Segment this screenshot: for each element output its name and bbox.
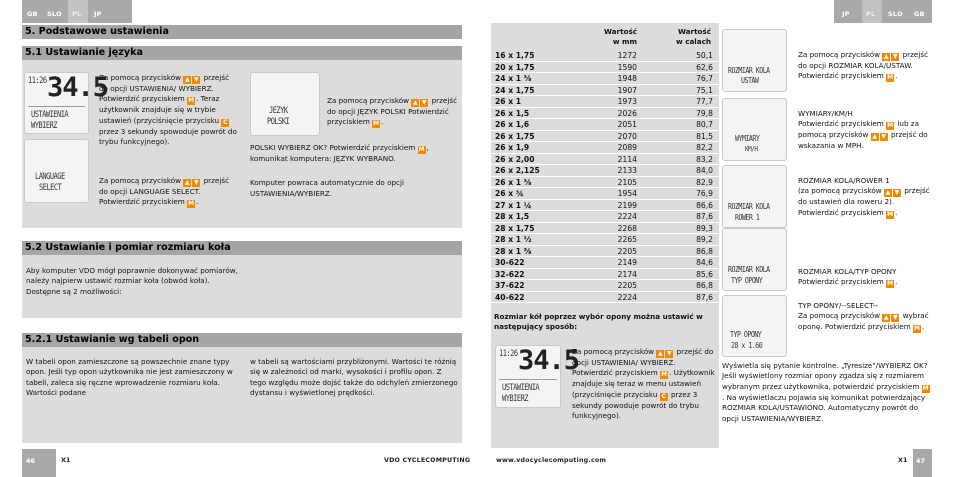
table-row	[491, 96, 719, 108]
inch-value-cell: 50,1	[696, 51, 713, 60]
lcd-speed: 34.5	[47, 72, 109, 103]
tire-size-cell: 26 x 1,9	[495, 143, 530, 152]
mm-value-cell: 2205	[617, 281, 637, 290]
section-5-2-1-title: 5.2.1 Ustawianie wg tabeli opon	[22, 333, 462, 347]
lcd-line2: POLSKI	[267, 117, 290, 127]
lcd-line1: ROZMIAR KOLA	[728, 202, 770, 212]
table-row	[491, 269, 719, 281]
right-step-4: ROZMIAR KOLA/TYP OPONY Potwierdzić przyciskiem M .	[798, 267, 898, 288]
m-button-icon: M	[418, 146, 425, 153]
mm-value-cell: 1948	[617, 74, 637, 83]
bottom-bar-left	[22, 449, 56, 477]
table-row	[491, 131, 719, 143]
mm-value-cell: 2224	[617, 292, 637, 302]
left-page-number: 46	[26, 457, 35, 465]
table-row	[491, 246, 719, 258]
footer-url[interactable]: www.vdocyclecomputing.com	[496, 457, 607, 464]
mm-value-cell: 2224	[617, 212, 637, 221]
mm-value-cell: 1272	[617, 51, 637, 60]
lcd-line2: WYBIERZ	[31, 121, 58, 131]
up-button-icon: ▲	[884, 53, 889, 60]
m-button-icon: M	[887, 210, 894, 218]
lcd-typ-opony-select	[722, 295, 787, 357]
down-button-icon: ▼	[894, 189, 900, 197]
lcd-line2: SELECT	[39, 183, 62, 193]
down-button-icon: ▼	[194, 76, 199, 83]
tire-size-cell: 26 x 1	[495, 97, 522, 106]
tire-step-1: Za pomocą przycisków ▲ ▼ przejść do opcji USTAWIENIA/ WYBIERZ. Potwierdzić przyciskiem M . Użytkownik znajduje się teraz w menu ustawień (przyciśnięcie przycisku C przez 3 sekundy powoduje powrót do trybu funkcyjnego).	[572, 347, 715, 421]
inch-value-cell: 87,6	[696, 292, 713, 302]
lcd-line1: USTAWIENIA	[31, 110, 69, 120]
inch-value-cell: 84,0	[696, 166, 713, 175]
table-row	[491, 188, 719, 200]
mm-value-cell: 1954	[617, 189, 637, 198]
lcd-line1: JEZYK	[269, 106, 288, 116]
inch-value-cell: 76,7	[696, 74, 713, 83]
mm-value-cell: 2089	[617, 143, 637, 152]
table-row	[491, 257, 719, 269]
up-button-icon: ▲	[185, 179, 190, 186]
lcd-line1: TYP OPONY	[730, 330, 762, 340]
lang-step-5: Komputer powraca automatycznie do opcji USTAWIENIA/WYBIERZ.	[250, 178, 404, 198]
tire-size-cell: 24 x 1 ⅜	[495, 74, 532, 83]
up-button-icon: ▲	[884, 314, 889, 322]
m-button-icon: M	[373, 120, 380, 128]
table-row	[491, 292, 719, 304]
mm-value-cell: 2265	[617, 235, 637, 244]
mm-value-cell: 2149	[617, 258, 637, 267]
m-button-icon: M	[661, 371, 668, 379]
tire-size-cell: 30-622	[495, 258, 525, 267]
lcd-clock: 11:26	[499, 349, 518, 359]
lang-jp-left[interactable]: JP	[94, 10, 102, 18]
lang-step-3: Za pomocą przycisków ▲ ▼ przejść do opcji JĘZYK POLSKI Potwierdzić przyciskiem M .	[327, 96, 458, 128]
section-5-title: 5. Podstawowe ustawienia	[22, 25, 462, 39]
inch-value-cell: 84,6	[696, 258, 713, 267]
lcd-line1: ROZMIAR KOLA	[728, 66, 770, 76]
tire-size-cell: 28 x 1 ⅜	[495, 246, 532, 256]
lcd-line2: 28 x 1.60	[731, 341, 763, 351]
table-row	[491, 200, 719, 212]
lcd-line1: WYMIARY	[735, 134, 760, 144]
up-button-icon: ▲	[658, 350, 663, 357]
m-button-icon: M	[922, 384, 929, 392]
inch-value-cell: 77,7	[696, 97, 713, 106]
down-button-icon: ▼	[422, 99, 427, 106]
inch-value-cell: 82,9	[696, 177, 713, 187]
table-row	[491, 50, 719, 62]
lang-jp-right[interactable]: JP	[842, 10, 850, 18]
tire-size-cell: 20 x 1,75	[495, 62, 535, 72]
inch-value-cell: 75,1	[696, 85, 713, 95]
lcd-jezyk-polski	[250, 72, 320, 136]
inch-value-cell: 80,7	[696, 120, 713, 129]
footer-brand: VDO CYCLECOMPUTING	[384, 457, 471, 464]
right-step-1: Za pomocą przycisków ▲ ▼ przejść do opcji ROZMIAR KOLA/USTAW. Potwierdzić przyciskiem M .	[798, 50, 929, 82]
down-button-icon: ▼	[893, 314, 898, 322]
col-inch-header: Wartość w calach	[676, 27, 711, 46]
inch-value-cell: 89,2	[696, 235, 713, 244]
down-button-icon: ▼	[893, 53, 898, 60]
tire-size-cell: 26 x 1,5	[495, 108, 530, 118]
right-step-5: TYP OPONY/--SELECT-- Za pomocą przycisków ▲ ▼ wybrać oponę. Potwierdzić przyciskiem M .	[798, 301, 929, 333]
mm-value-cell: 2070	[617, 131, 637, 141]
right-step-3: ROZMIAR KOLA/ROWER 1 (za pomocą przycisków ▲ ▼ przejść do ustawień dla roweru 2). Potwierdzić przyciskiem M .	[798, 176, 930, 218]
tire-size-cell: 26 x 1,75	[495, 131, 535, 141]
wheel-intro: Aby komputer VDO mógł poprawnie dokonywać pomiarów, należy najpierw ustawić rozmiar koła (obwód koła). Dostępne są 2 możliwości:	[26, 266, 238, 296]
tire-size-cell: 40-622	[495, 292, 525, 302]
tire-size-cell: 28 x 1 ½	[495, 235, 532, 244]
tire-size-cell: 26 x 1 ⅜	[495, 177, 532, 187]
section-5-2-title: 5.2 Ustawianie i pomiar rozmiaru koła	[22, 241, 462, 255]
lang-pl-right[interactable]: PL	[866, 10, 876, 18]
mm-value-cell: 2199	[617, 200, 637, 210]
table-row	[491, 62, 719, 74]
down-button-icon: ▼	[881, 133, 887, 141]
inch-value-cell: 62,6	[696, 62, 713, 72]
up-button-icon: ▲	[413, 99, 418, 106]
table-row	[491, 223, 719, 235]
inch-value-cell: 87,6	[696, 212, 713, 221]
tire-size-cell: 26 x 2,125	[495, 166, 540, 175]
mm-value-cell: 2105	[617, 177, 637, 187]
mm-value-cell: 2205	[617, 246, 637, 256]
lcd-units	[722, 98, 787, 161]
m-button-icon: M	[188, 200, 195, 208]
col-mm-header: Wartość w mm	[604, 27, 637, 46]
c-button-icon: C	[661, 392, 666, 400]
table-row	[491, 165, 719, 177]
c-button-icon: C	[223, 118, 228, 126]
m-button-icon: M	[887, 122, 894, 130]
lcd-language-select	[24, 139, 89, 203]
lcd-clock: 11:26	[28, 76, 47, 86]
tire-size-cell: 26 x 2,00	[495, 154, 535, 164]
mm-value-cell: 2114	[617, 154, 637, 164]
inch-value-cell: 76,9	[696, 189, 713, 198]
m-button-icon: M	[887, 74, 894, 82]
table-row	[491, 73, 719, 85]
mm-value-cell: 2268	[617, 223, 637, 233]
inch-value-cell: 86,6	[696, 200, 713, 210]
left-model: X1	[61, 457, 71, 464]
table-row	[491, 154, 719, 166]
right-model: X1	[898, 457, 908, 464]
tire-size-cell: 28 x 1,75	[495, 223, 535, 233]
tire-size-cell: 24 x 1,75	[495, 85, 535, 95]
mm-value-cell: 1590	[617, 62, 637, 72]
inch-value-cell: 89,3	[696, 223, 713, 233]
down-button-icon: ▼	[667, 350, 672, 357]
lang-gb-right[interactable]: GB	[914, 10, 925, 18]
bottom-bar-right	[913, 449, 932, 477]
tire-size-cell: 28 x 1,5	[495, 212, 530, 221]
lcd-line2: ROWER 1	[735, 213, 760, 223]
lcd-setup-select	[24, 72, 109, 134]
tire-table-intro-1: W tabeli opon zamieszczone są powszechnie znane typy opon. Jeśli typ opon użytkownika nie jest zamieszczony w tabeli, zaleca się ręczne wprowadzenie rozmiaru koła. Wartości podane	[26, 357, 233, 398]
mm-value-cell: 2051	[617, 120, 637, 129]
mm-value-cell: 2174	[617, 269, 637, 279]
lcd-divider	[28, 106, 85, 107]
lang-slo-left[interactable]: SLO	[47, 10, 62, 18]
mm-value-cell: 1907	[617, 85, 637, 95]
tire-table-panel	[491, 23, 719, 305]
right-step-2: WYMIARY/KM/H Potwierdzić przyciskiem M lub za pomocą przycisków ▲ ▼ przejść do wskazania w MPH.	[798, 109, 928, 151]
lang-step-2: Za pomocą przycisków ▲ ▼ przejść do opcji LANGUAGE SELECT. Potwierdzić przyciskiem M .	[99, 176, 230, 208]
down-button-icon: ▼	[194, 179, 199, 186]
inch-value-cell: 79,8	[696, 108, 713, 118]
lang-step-1: Za pomocą przycisków ▲ ▼ przejść do opcji USTAWIENIA/ WYBIERZ. Potwierdzić przyciskiem M . Teraz użytkownik znajduje się w trybie ustawień (przyciśnięcie przycisku C przez 3 sekundy spowoduje powrót do trybu funkcyjnego).	[99, 73, 237, 147]
right-step-6: Wyświetla się pytanie kontrolne. „Tyresize"/WYBIERZ OK? Jeśli wyświetlony rozmiar opony zgadza się z rozmiarem wybranym przez użytkownika, potwierdzić przyciskiem M. Na wyświetlaczu pojawia się komunikat potwierdzający ROZMIAR KOLA/USTAWIONO. Automatyczny powrót do opcji USTAWIENIA/WYBIERZ.	[722, 361, 929, 423]
lcd-line1: ROZMIAR KOLA	[728, 265, 770, 275]
lcd-divider	[499, 379, 557, 380]
lcd-line2: KM/H	[745, 145, 758, 154]
mm-value-cell: 2026	[617, 108, 637, 118]
tire-size-cell: 32-622	[495, 269, 525, 279]
lcd-rower-1	[722, 165, 787, 228]
table-row	[491, 119, 719, 131]
section-5-1-title: 5.1 Ustawianie języka	[22, 46, 462, 60]
table-row	[491, 108, 719, 120]
m-button-icon: M	[887, 280, 894, 288]
tire-size-cell: 37-622	[495, 281, 525, 290]
inch-value-cell: 81,5	[696, 131, 713, 141]
lcd-setup-select-2	[495, 345, 580, 408]
tire-size-cell: 27 x 1 ¼	[495, 200, 532, 210]
up-button-icon: ▲	[185, 76, 190, 83]
lcd-line1: USTAWIENIA	[502, 383, 540, 393]
lang-step-4: POLSKI WYBIERZ OK? Potwierdzić przyciskiem M , komunikat komputera: JĘZYK WYBRANO. Komputer powraca automatycznie do opcji USTAWIENIA/WYBIERZ.	[250, 143, 460, 199]
lcd-rozmiar-kola	[722, 29, 787, 92]
inch-value-cell: 83,2	[696, 154, 713, 164]
table-row	[491, 211, 719, 223]
up-button-icon: ▲	[885, 189, 891, 197]
tire-table-intro-2: w tabeli są wartościami przybliżonymi. Wartości te różnią się w zależności od marki, wysokości i profilu opon. Z tego względu może dojść także do odchyleń zmierzonego dystansu i wyświetlonej prędkości.	[250, 357, 458, 398]
lcd-line2: WYBIERZ	[502, 394, 529, 404]
inch-value-cell: 86,8	[696, 246, 713, 256]
lcd-line2: TYP OPONY	[731, 276, 763, 286]
lcd-typ-opony	[722, 228, 787, 291]
inch-value-cell: 82,2	[696, 143, 713, 152]
lang-slo-right[interactable]: SLO	[888, 10, 903, 18]
tire-note: Rozmiar kół poprzez wybór opony można ustawić w następujący sposób:	[494, 312, 703, 332]
mm-value-cell: 1973	[617, 97, 637, 106]
m-button-icon: M	[914, 325, 920, 333]
lang-pl-left[interactable]: PL	[72, 10, 82, 18]
table-row	[491, 85, 719, 97]
table-row	[491, 234, 719, 246]
m-button-icon: M	[188, 97, 195, 105]
right-page-number: 47	[916, 457, 925, 465]
lcd-speed: 34.5	[518, 345, 580, 376]
tire-size-cell: 26 x ¾	[495, 189, 524, 198]
lang-gb-left[interactable]: GB	[27, 10, 38, 18]
tire-size-cell: 26 x 1,6	[495, 120, 530, 129]
table-row	[491, 280, 719, 292]
table-row	[491, 142, 719, 154]
lcd-line1: LANGUAGE	[35, 172, 65, 182]
inch-value-cell: 85,6	[696, 269, 713, 279]
table-row	[491, 177, 719, 189]
lcd-line2: USTAW	[741, 76, 759, 86]
tire-size-cell: 16 x 1,75	[495, 51, 535, 60]
mm-value-cell: 2133	[617, 166, 637, 175]
up-button-icon: ▲	[872, 133, 878, 141]
inch-value-cell: 86,8	[696, 281, 713, 290]
